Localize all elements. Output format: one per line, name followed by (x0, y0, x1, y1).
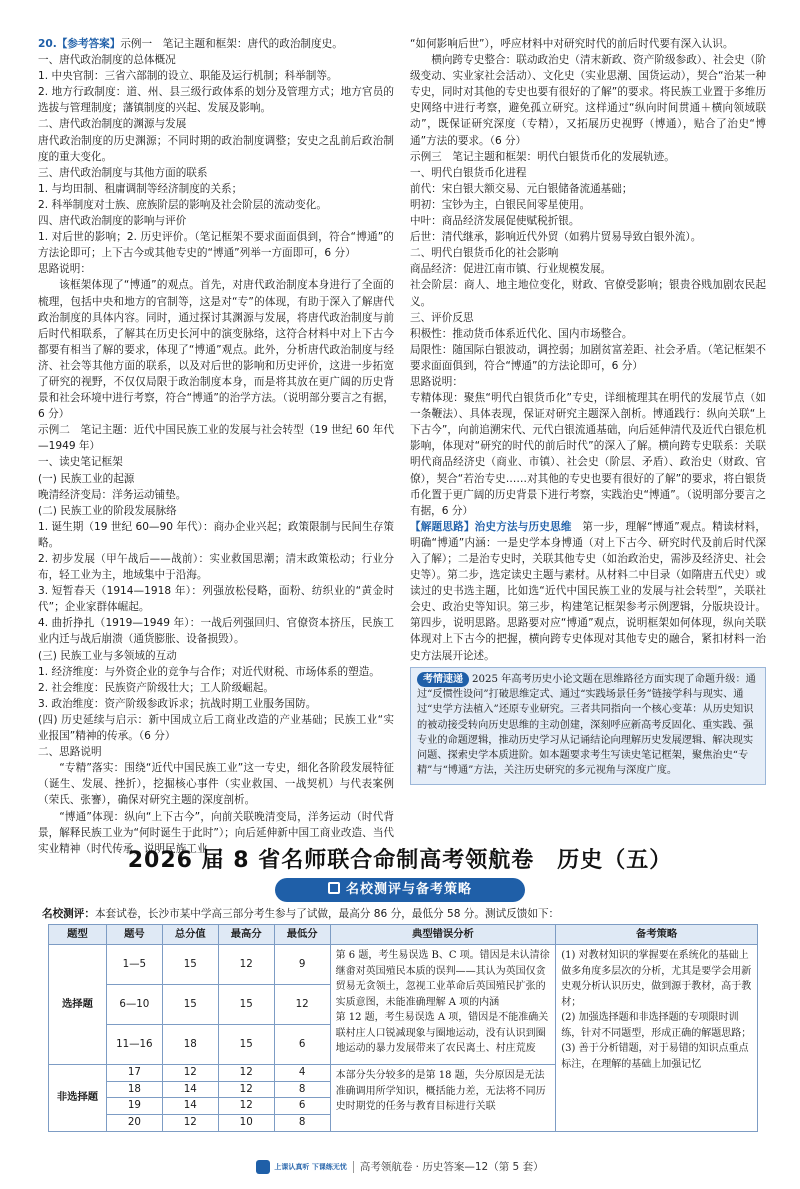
text-line: (三) 民族工业与多领域的互动 (38, 649, 177, 662)
table-cell: 4 (274, 1065, 330, 1082)
table-cell: 6 (274, 1098, 330, 1115)
explanation-paragraph: 专精体现：聚焦“明代白银货币化”专史，详细梳理其在明代的发展节点（如一条鞭法）、具体表现，保证对研究主题深入剖析。博通践行：纵向关联“上下古今”，向前追溯宋代、元代白银流通基础，向后延伸清代及近代白银危机影响，体现对“研究的时代的前后时代”的深入了解。横向跨专史联系：关联明代商品经济史（商业、市镇）、社会史（阶层、矛盾）、政治史（财政、官僚），契合“若治专史……对其他的专史也要有很好的了解”的要求，将白银货币化置于更广阔的历史背景下进行考察，实践治史“博通”。（说明部分要言之有据，6 分） (410, 392, 766, 517)
section-banner-label: 名校测评与备考策略 (345, 882, 472, 897)
open-group-label: 非选择题 (49, 1065, 107, 1132)
text-line: “如何影响后世”），呼应材料中对研究时代的前后时代要有深入认识。 (410, 38, 734, 50)
solution-approach (410, 519, 766, 664)
text-line: 明初：宝钞为主，白银民间零星使用。 (410, 198, 591, 211)
text-line: 2. 科举制度对士族、庶族阶层的影响及社会阶层的流动变化。 (38, 198, 327, 211)
page-title: 2026 届 8 省名师联合命制高考领航卷 历史（五） (127, 848, 673, 873)
table-cell: 11—16 (106, 1025, 162, 1065)
right-column (410, 36, 766, 836)
text-line: 三、评价反思 (410, 311, 474, 324)
review-label: 名校测评： (42, 908, 95, 920)
table-header: 备考策略 (556, 925, 758, 945)
table-header-row (49, 925, 758, 945)
table-header: 最低分 (274, 925, 330, 945)
table-cell: 18 (106, 1081, 162, 1098)
exam-trend-badge: 考情速递 (417, 672, 469, 687)
text-line: 3. 短暂春天（1914—1918 年）：列强放松侵略，面粉、纺织业的“黄金时代”；企业家群体崛起。 (38, 585, 394, 614)
text-line: 2. 初步发展（甲午战后——战前）：实业救国思潮；清末政策松动；行业分布，轻工业为主，地域集中于沿海。 (38, 553, 394, 582)
text-line: 1. 中央官制：三省六部制的设立、职能及运行机制；科举制等。 (38, 70, 338, 83)
text-line: 1. 对后世的影响；2. 历史评价。（笔记框架不要求面面俱到，符合“博通”的方法论即可；上下古今或其他专史的“博通”列举一方面即可，6 分） (38, 231, 394, 260)
text-line: 二、唐代政治制度的渊源与发展 (38, 118, 187, 131)
table-cell: 6 (274, 1025, 330, 1065)
exam-trend-box (410, 667, 766, 785)
table-cell: 12 (274, 985, 330, 1025)
table-header: 典型错误分析 (330, 925, 556, 945)
table-header: 总分值 (162, 925, 218, 945)
table-header: 题型 (49, 925, 107, 945)
table-cell: 12 (218, 1065, 274, 1082)
text-line: 2. 社会维度：民族资产阶级壮大；工人阶级崛起。 (38, 681, 274, 694)
text-line: 唐代政治制度的历史渊源；不同时期的政治制度调整；安史之乱前后政治制度的重大变化。 (38, 134, 394, 163)
text-line: 1. 诞生期（19 世纪 60—90 年代）：商办企业兴起；政策限制与民间生存策略。 (38, 520, 394, 549)
table-cell: 12 (162, 1065, 218, 1082)
text-line: 2. 地方行政制度：道、州、县三级行政体系的划分及管理方式；地方官员的选拔与管理制度；藩镇制度的兴起、发展及影响。 (38, 86, 394, 115)
choice-group-label: 选择题 (49, 945, 107, 1065)
explanation-paragraph: “博通”体现：纵向“上下古今”，向前关联晚清变局，洋务运动（时代背景，解释民族工业为“何时诞生于此时”）；向后延伸新中国工商业改造、当代实业精神（时代传承，说明民族工业 (38, 810, 394, 855)
text-line: 商品经济：促进江南市镇、行业规模发展。 (410, 263, 612, 276)
text-line: 积极性：推动货币体系近代化、国内市场整合。 (410, 327, 633, 340)
table-cell: 12 (218, 1098, 274, 1115)
table-row (49, 945, 758, 985)
table-cell: 12 (218, 1081, 274, 1098)
table-cell: 12 (218, 945, 274, 985)
table-cell: 9 (274, 945, 330, 985)
text-line: 二、明代白银货币化的社会影响 (410, 247, 559, 260)
example-two-heading: 示例二 笔记主题：近代中国民族工业的发展与社会转型（19 世纪 60 年代—1949 年） (38, 424, 394, 453)
table-cell: 12 (162, 1114, 218, 1131)
table-cell: 19 (106, 1098, 162, 1115)
section-banner (275, 878, 525, 902)
exam-trend-text: 2025 年高考历史小论文题在思维路径方面实现了命题升级：通过“反惯性设问”打破思维定式、通过“实践场景任务”链接学科与现实、通过“史学方法植入”还原专业研究。三者共同指向一个核心变革：从历史知识的被动接受转向历史思维的主动创建，深刻呼应新高考反固化、重实践、强专业的命题逻辑，推动历史学习从记诵结论向理解历史发展逻辑、解决现实问题、探索史学本质进阶。如本题要求考生写读史笔记框架，聚焦治史“专精”与“博通”方法，关注历史研究的多元视角与深度广度。 (417, 673, 756, 777)
footer-text: 高考领航卷 · 历史答案—12（第 5 套） (359, 1161, 544, 1173)
text-line: 后世：清代继承，影响近代外贸（如鸦片贸易导致白银外流）。 (410, 231, 702, 244)
table-cell: 15 (162, 985, 218, 1025)
example-one-heading: 示例一 笔记主题和框架：唐代的政治制度史。 (120, 38, 343, 50)
explanation-paragraph: 该框架体现了“博通”的观点。首先，对唐代政治制度本身进行了全面的梳理，包括中央和地方的官制等，这是对“专”的体现，有助于深入了解唐代政治制度的具体内容。同时，通过探讨其渊源与发展，将唐代政治制度与前后时代相联系，了解其在历史长河中的演变脉络，这符合材料中对上下古今都要有相当了解的要求，体现了“博通”观点。此外，分析唐代政治制度与经济、社会等其他方面的联系，以及对后世的影响和历史评价，这进一步拓宽了研究的视野，不仅仅局限于政治制度本身，而是将其放在更广阔的历史背景和社会环境中进行考察，符合“博通”的治学方法。（说明部分要言之有据，6 分） (38, 279, 394, 421)
text-line: 前代：宋白银大额交易、元白银储备流通基础； (410, 182, 633, 195)
table-cell: 20 (106, 1114, 162, 1131)
text-line: 思路说明： (38, 263, 91, 276)
text-line: 1. 经济维度：与外资企业的竞争与合作；对近代财税、市场体系的塑造。 (38, 665, 380, 678)
table-header: 最高分 (218, 925, 274, 945)
study-strategy: (1) 对教材知识的掌握要在系统化的基础上做多角度多层次的分析，尤其是要学会用新史观分析认识历史，做到源于教材，高于教材； (2) 加强选择题和非选择题的专项限时训练，针对不同题型，形成正确的解题思路； (3) 善于分析错题，对于易错的知识点重点标注，在理解的基础上加强记忆 (556, 945, 758, 1132)
explanation-paragraph: “专精”落实：围绕“近代中国民族工业”这一专史，细化各阶段发展特征（诞生、发展、挫折），挖掘核心事件（实业救国、一战契机）与代表案例（荣氏、张謇），确保对研究主题的深度剖析。 (38, 762, 394, 807)
table-cell: 14 (162, 1098, 218, 1115)
text-line: 思路说明： (410, 375, 463, 388)
table-cell: 15 (218, 985, 274, 1025)
text-line: 1. 与均田制、租庸调制等经济制度的关系； (38, 182, 243, 195)
feedback-table (48, 924, 758, 1132)
footer-divider (353, 1161, 354, 1173)
answer-tag: 【参考答案】 (56, 38, 121, 50)
text-line: 中叶：商品经济发展促使赋税折银。 (410, 215, 580, 228)
review-note (42, 906, 559, 922)
text-line: 一、明代白银货币化进程 (410, 166, 527, 179)
footer-brand: 上课认真听 下课练无忧 (274, 1162, 347, 1171)
open-error-analysis: 本部分失分较多的是第 18 题，失分原因是无法准确调用所学知识，概括能力差，无法将不同历史时期党的任务与教育目标进行关联 (330, 1065, 556, 1132)
table-cell: 17 (106, 1065, 162, 1082)
page-footer (0, 1160, 800, 1176)
text-line: 局限性：随国际白银波动，调控弱；加剧贫富差距、社会矛盾。（笔记框架不要求面面俱到，符合“博通”的方法论即可，6 分） (410, 343, 766, 372)
example-three-heading: 示例三 笔记主题和框架：明代白银货币化的发展轨迹。 (410, 150, 675, 163)
choice-error-analysis: 第 6 题，考生易误选 B、C 项。错因是未认清徐继畬对英国殖民本质的误判——其认为英国仅贪贸易无贪领土，忽视工业革命后英国殖民扩张的实质意图，未能准确理解 A 项的内涵 第 12 题，考生易误选 A 项，错因是不能准确关联村庄人口锐减现象与圈地运动，没有认识到圈地运动的暴力发展带来了农民离土、村庄荒废 (330, 945, 556, 1065)
text-line: 晚清经济变局：洋务运动铺垫。 (38, 488, 187, 501)
text-line: 4. 曲折挣扎（1919—1949 年）：一战后列强回归、官僚资本挤压，民族工业内迁与战后崩溃（通货膨胀、设备损毁）。 (38, 617, 394, 646)
table-cell: 1—5 (106, 945, 162, 985)
table-cell: 10 (218, 1114, 274, 1131)
text-line: 一、读史笔记框架 (38, 456, 123, 469)
text-line: 社会阶层：商人、地主地位变化，财政、官僚受影响；银贵谷贱加剧农民起义。 (410, 279, 766, 308)
text-line: (一) 民族工业的起源 (38, 472, 135, 485)
question-number: 20. (38, 38, 57, 50)
text-line: 二、思路说明 (38, 746, 102, 759)
text-line: 一、唐代政治制度的总体概况 (38, 54, 176, 67)
text-line: 3. 政治维度：资产阶级参政诉求；抗战时期工业服务国防。 (38, 697, 317, 710)
text-line: 四、唐代政治制度的影响与评价 (38, 215, 187, 228)
table-cell: 6—10 (106, 985, 162, 1025)
solution-approach-text: 第一步，理解“博通”观点。精读材料，明确“博通”内涵：一是史学本身博通（对上下古今、研究时代及前后时代深入了解）；二是治专史时，关联其他专史（如治政治史，需涉及经济史、社会史等）。第二步，选定读史主题与素材。从材料二中目录（如隋唐五代史）或读过的史书选主题，比如选“近代中国民族工业的发展与社会转型”，关联社会史、政治史等知识。第三步，构建笔记框架参考示例逻辑，分版块设计。第四步，说明思路。思路要对应“博通”观点，说明框架如何体现，纵向关联体现对上下古今的把握，横向跨专史体现对其他专史的融合，紧扣材料一治史方法展开论述。 (410, 520, 766, 662)
table-header: 题号 (106, 925, 162, 945)
left-column (38, 36, 394, 855)
text-line: (二) 民族工业的阶段发展脉络 (38, 504, 177, 517)
solution-approach-label: 【解题思路】治史方法与历史思维 (410, 520, 572, 533)
table-cell: 8 (274, 1081, 330, 1098)
text-line: (四) 历史延续与启示：新中国成立后工商业改造的产业基础；民族工业“实业报国”精神的传承。（6 分） (38, 713, 394, 743)
edit-icon (328, 882, 340, 894)
table-cell: 8 (274, 1114, 330, 1131)
explanation-paragraph: 横向跨专史整合：联动政治史（清末新政、资产阶级参政）、社会史（阶级变动、实业家社会活动）、文化史（实业思潮、国货运动），契合“治某一种专史，同时对其他的专史也要有很好的了解”的要求。将民族工业置于多维历史网络中进行考察，避免孤立研究。这样通过“纵向时间贯通＋横向领域联动”，既保证研究深度（专精），又拓展历史视野（博通），贴合了治史“博通”方法的要求。（6 分） (410, 54, 766, 147)
table-cell: 18 (162, 1025, 218, 1065)
table-cell: 15 (162, 945, 218, 985)
table-cell: 15 (218, 1025, 274, 1065)
text-line: 三、唐代政治制度与其他方面的联系 (38, 166, 208, 179)
publisher-logo-icon (256, 1160, 270, 1174)
table-cell: 14 (162, 1081, 218, 1098)
review-text: 本套试卷，长沙市某中学高三部分考生参与了试做，最高分 86 分，最低分 58 分。测试反馈如下： (94, 908, 560, 920)
